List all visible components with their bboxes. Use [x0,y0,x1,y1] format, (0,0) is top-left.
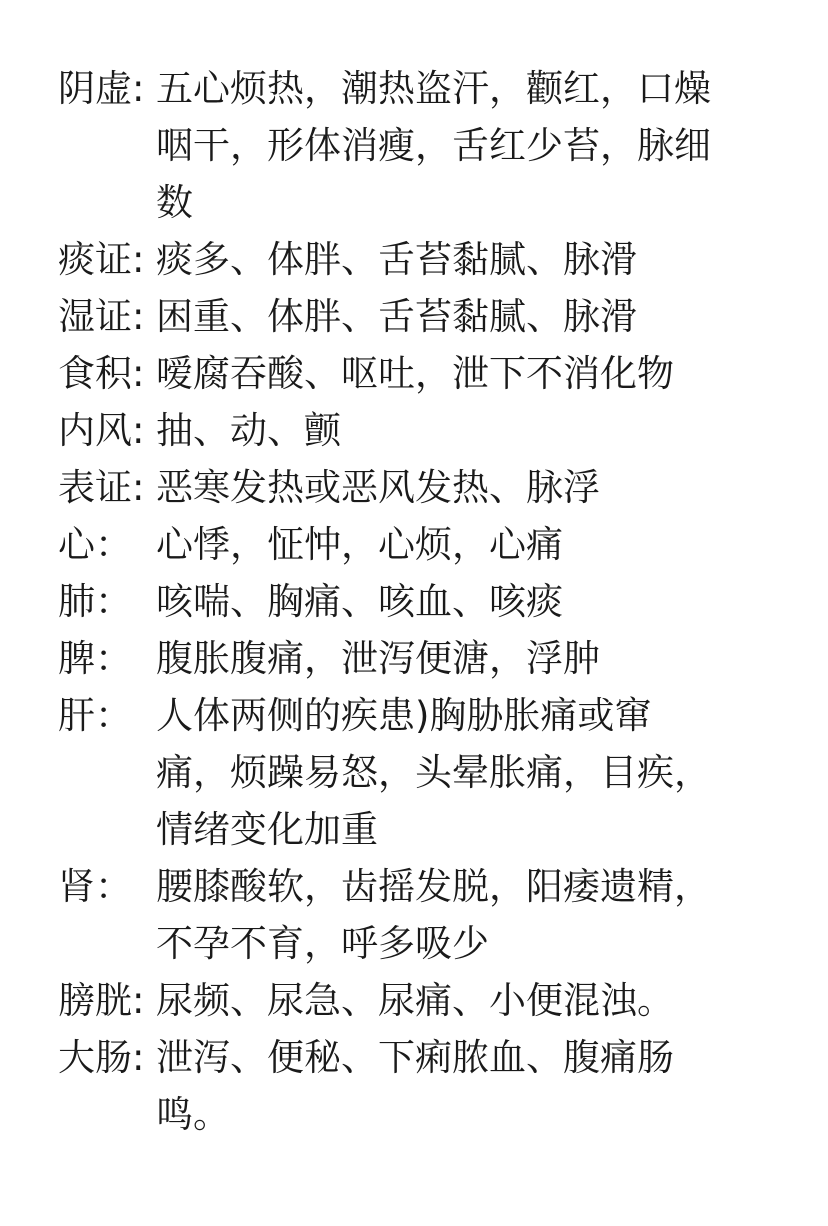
description-line: 腹胀腹痛，泄泻便溏，浮肿 [156,637,600,680]
entry-term: 食积: [58,352,145,395]
description-line: 痰多、体胖、舌苔黏腻、脉滑 [156,238,637,281]
entry-term: 心： [58,523,132,566]
entry-description [156,288,796,345]
entry-term: 内风: [58,409,145,452]
description-line: 人体两侧的疾患)胸胁胀痛或窜 [156,694,652,737]
entry-description [156,1029,796,1143]
entry-description [156,630,796,687]
entry-description [156,459,796,516]
description-line: 困重、体胖、舌苔黏腻、脉滑 [156,295,637,338]
description-line: 腰膝酸软，齿摇发脱，阳痿遗精， [156,865,711,908]
entry-term: 肾： [58,865,132,908]
entry-term: 膀胱: [58,979,145,1022]
entry-description [156,402,796,459]
description-line: 不孕不育，呼多吸少 [156,922,489,965]
entry-description [156,60,796,231]
entry-description [156,231,796,288]
entry-term: 痰证: [58,238,145,281]
entry-term: 肺： [58,580,132,623]
description-line: 数 [156,181,193,224]
description-line: 恶寒发热或恶风发热、脉浮 [156,466,600,509]
entry-description [156,345,796,402]
entry-term: 大肠: [58,1036,145,1079]
description-line: 抽、动、颤 [156,409,341,452]
entry-term: 肝： [58,694,132,737]
description-line: 嗳腐吞酸、呕吐，泄下不消化物 [156,352,674,395]
description-line: 咽干，形体消瘦，舌红少苔，脉细 [156,124,711,167]
description-line: 鸣。 [156,1093,230,1136]
description-line: 情绪变化加重 [156,808,378,851]
entry-description [156,687,796,858]
entry-description [156,858,796,972]
description-line: 心悸，怔忡，心烦，心痛 [156,523,563,566]
description-line: 泄泻、便秘、下痢脓血、腹痛肠 [156,1036,674,1079]
description-line: 尿频、尿急、尿痛、小便混浊。 [156,979,674,1022]
description-line: 痛，烦躁易怒，头晕胀痛，目疾， [156,751,711,794]
entry-term: 湿证: [58,295,145,338]
entry-description [156,516,796,573]
entry-description [156,972,796,1029]
entry-term: 脾： [58,637,132,680]
description-line: 咳喘、胸痛、咳血、咳痰 [156,580,563,623]
entry-description [156,573,796,630]
description-line: 五心烦热，潮热盗汗，颧红，口燥 [156,67,711,110]
entry-term: 表证: [58,466,145,509]
entry-term: 阴虚: [58,67,145,110]
